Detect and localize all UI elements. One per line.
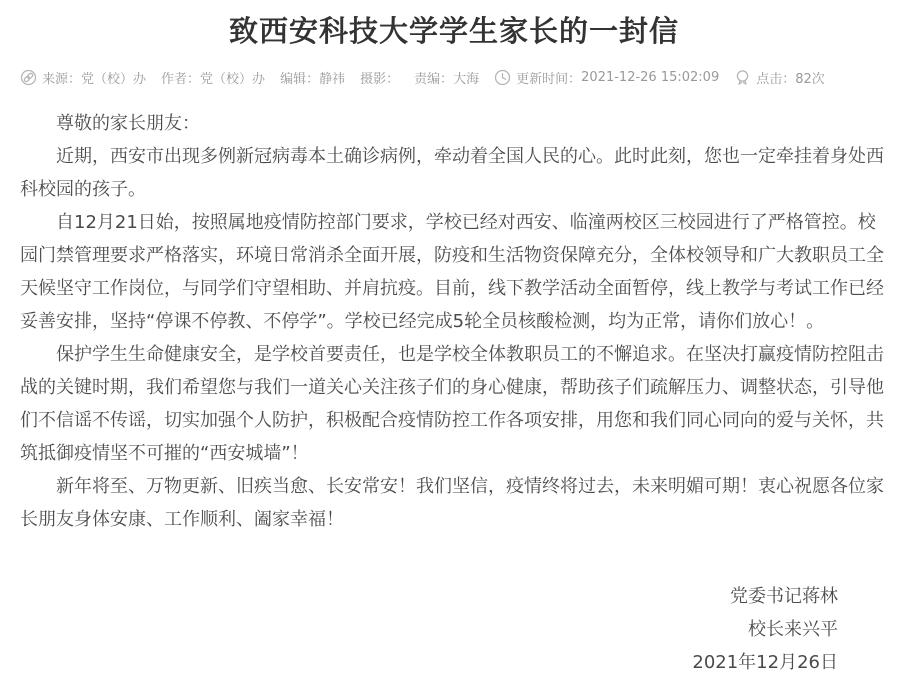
badge-icon bbox=[734, 69, 751, 86]
meta-source-value: 党（校）办 bbox=[81, 72, 147, 87]
meta-clicks-label: 点击： bbox=[756, 72, 796, 87]
meta-editor-label: 编辑： bbox=[280, 72, 320, 87]
meta-update-time-label: 更新时间： bbox=[516, 72, 582, 87]
paragraph-1: 近期，西安市出现多例新冠病毒本土确诊病例，牵动着全国人民的心。此时此刻，您也一定牵挂着身处西科校园的孩子。 bbox=[20, 146, 884, 200]
salutation: 尊敬的家长朋友： bbox=[56, 113, 200, 134]
page-title: 致西安科技大学学生家长的一封信 bbox=[228, 14, 679, 48]
paragraph-3: 保护学生生命健康安全，是学校首要责任，也是学校全体教职员工的不懈追求。在坚决打赢疫情防控阻击战的关键时期，我们希望您与我们一道关心关注孩子们的身心健康，帮助孩子们疏解压力、调整状态，引导他们不信谣不传谣，切实加强个人防护，积极配合疫情防控工作各项安排，用您和我们同心同向的爱与关怀，共筑抵御疫情坚不可摧的“西安城墙”！ bbox=[20, 344, 884, 464]
paragraph-4: 新年将至、万物更新、旧疾当愈、长安常安！我们坚信，疫情终将过去，未来明媚可期！衷心祝愿各位家长朋友身体安康、工作顺利、阖家幸福！ bbox=[20, 476, 884, 530]
paragraph-2: 自12月21日始，按照属地疫情防控部门要求，学校已经对西安、临潼两校区三校园进行了严格管控。校园门禁管理要求严格落实，环境日常消杀全面开展，防疫和生活物资保障充分，全体校领导和广大教职员工全天候坚守工作岗位，与同学们守望相助、并肩抗疫。目前，线下教学活动全面暂停，线上教学与考试工作已经妥善安排，坚持“停课不停教、不停学”。学校已经完成5轮全员核酸检测，均为正常，请你们放心！。 bbox=[20, 212, 884, 332]
article-body bbox=[0, 107, 908, 679]
meta-clicks bbox=[734, 68, 825, 87]
link-icon bbox=[20, 69, 37, 86]
meta-chief-editor bbox=[414, 68, 479, 87]
signature-president: 校长来兴平 bbox=[748, 619, 838, 640]
meta-editor-value: 静祎 bbox=[319, 72, 346, 87]
meta-update-time-value: 2021-12-26 15:02:09 bbox=[581, 70, 720, 85]
signature-date: 2021年12月26日 bbox=[692, 652, 838, 673]
signature-block bbox=[20, 580, 888, 679]
clock-icon bbox=[494, 69, 511, 86]
signature-secretary: 党委书记蒋林 bbox=[730, 586, 838, 607]
meta-author bbox=[161, 68, 265, 87]
meta-chief-editor-label: 责编： bbox=[414, 72, 454, 87]
meta-photographer bbox=[360, 68, 399, 87]
meta-update-time bbox=[494, 68, 719, 87]
meta-editor bbox=[280, 68, 345, 87]
meta-chief-editor-value: 大海 bbox=[453, 72, 480, 87]
article-meta bbox=[20, 68, 908, 87]
meta-author-label: 作者： bbox=[161, 72, 201, 87]
meta-source bbox=[20, 68, 146, 87]
meta-photographer-label: 摄影： bbox=[360, 72, 400, 87]
meta-clicks-value: 82次 bbox=[795, 72, 825, 87]
meta-source-label: 来源： bbox=[42, 72, 82, 87]
meta-author-value: 党（校）办 bbox=[200, 72, 266, 87]
